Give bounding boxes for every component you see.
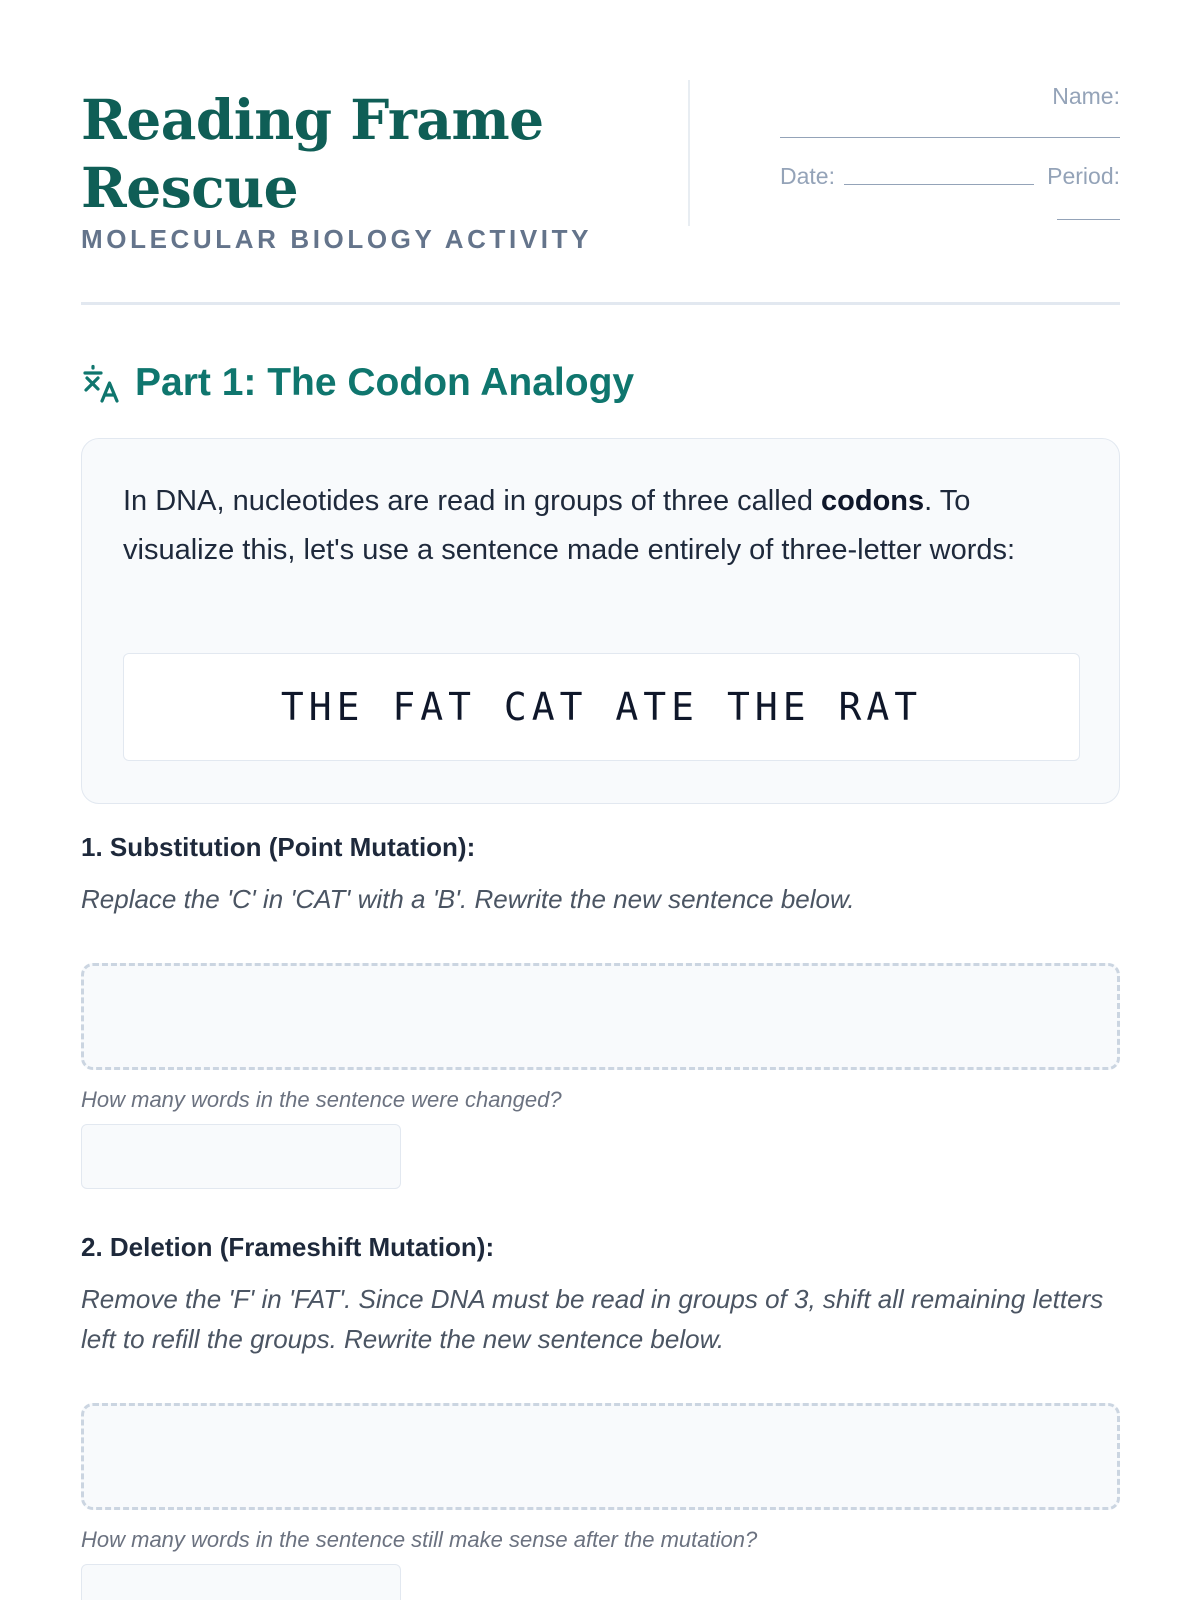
question-2-count-field[interactable] (81, 1564, 401, 1600)
period-field[interactable] (1057, 219, 1120, 220)
period-label: Period: (1047, 163, 1120, 189)
question-2-answer-area[interactable] (81, 1403, 1120, 1510)
page-subtitle: MOLECULAR BIOLOGY ACTIVITY (81, 224, 593, 254)
question-2-title: 2. Deletion (Frameshift Mutation): (81, 1232, 495, 1262)
part1-heading (81, 358, 634, 408)
name-label: Name: (1052, 83, 1120, 109)
intro-text-end: . To visualize this, let's use a sentence made entirely of three-letter words: (123, 485, 1016, 566)
date-field[interactable] (844, 184, 1034, 185)
question-1-count-label: How many words in the sentence were changed? (81, 1087, 562, 1112)
question-1-instruction: Replace the 'C' in 'CAT' with a 'B'. Rewrite the new sentence below. (81, 884, 855, 914)
section-title: Part 1: The Codon Analogy (135, 361, 635, 404)
intro-keyword: codons (821, 485, 925, 517)
question-2-instruction: Remove the 'F' in 'FAT'. Since DNA must be read in groups of 3, shift all remaining letters left to refill the groups. Rewrite the new sentence below. (81, 1284, 1104, 1354)
header-divider (688, 80, 690, 226)
intro-text-start: In DNA, nucleotides are read in groups of three called (123, 485, 822, 517)
question-1-answer-area[interactable] (81, 963, 1120, 1070)
page-title: Reading Frame Rescue (81, 87, 544, 220)
translate-icon (81, 363, 121, 403)
question-2-count-label: How many words in the sentence still make sense after the mutation? (81, 1527, 758, 1552)
name-field[interactable] (780, 137, 1120, 138)
codon-sentence: THE FAT CAT ATE THE RAT (280, 685, 923, 729)
question-1-title: 1. Substitution (Point Mutation): (81, 832, 476, 862)
worksheet-page (81, 0, 1120, 1600)
question-1-count-field[interactable] (81, 1124, 401, 1189)
worksheet-header (81, 80, 1120, 305)
codon-sentence-box (123, 653, 1080, 761)
analogy-box (81, 438, 1120, 804)
date-label: Date: (780, 163, 835, 189)
analogy-intro (123, 477, 1073, 575)
